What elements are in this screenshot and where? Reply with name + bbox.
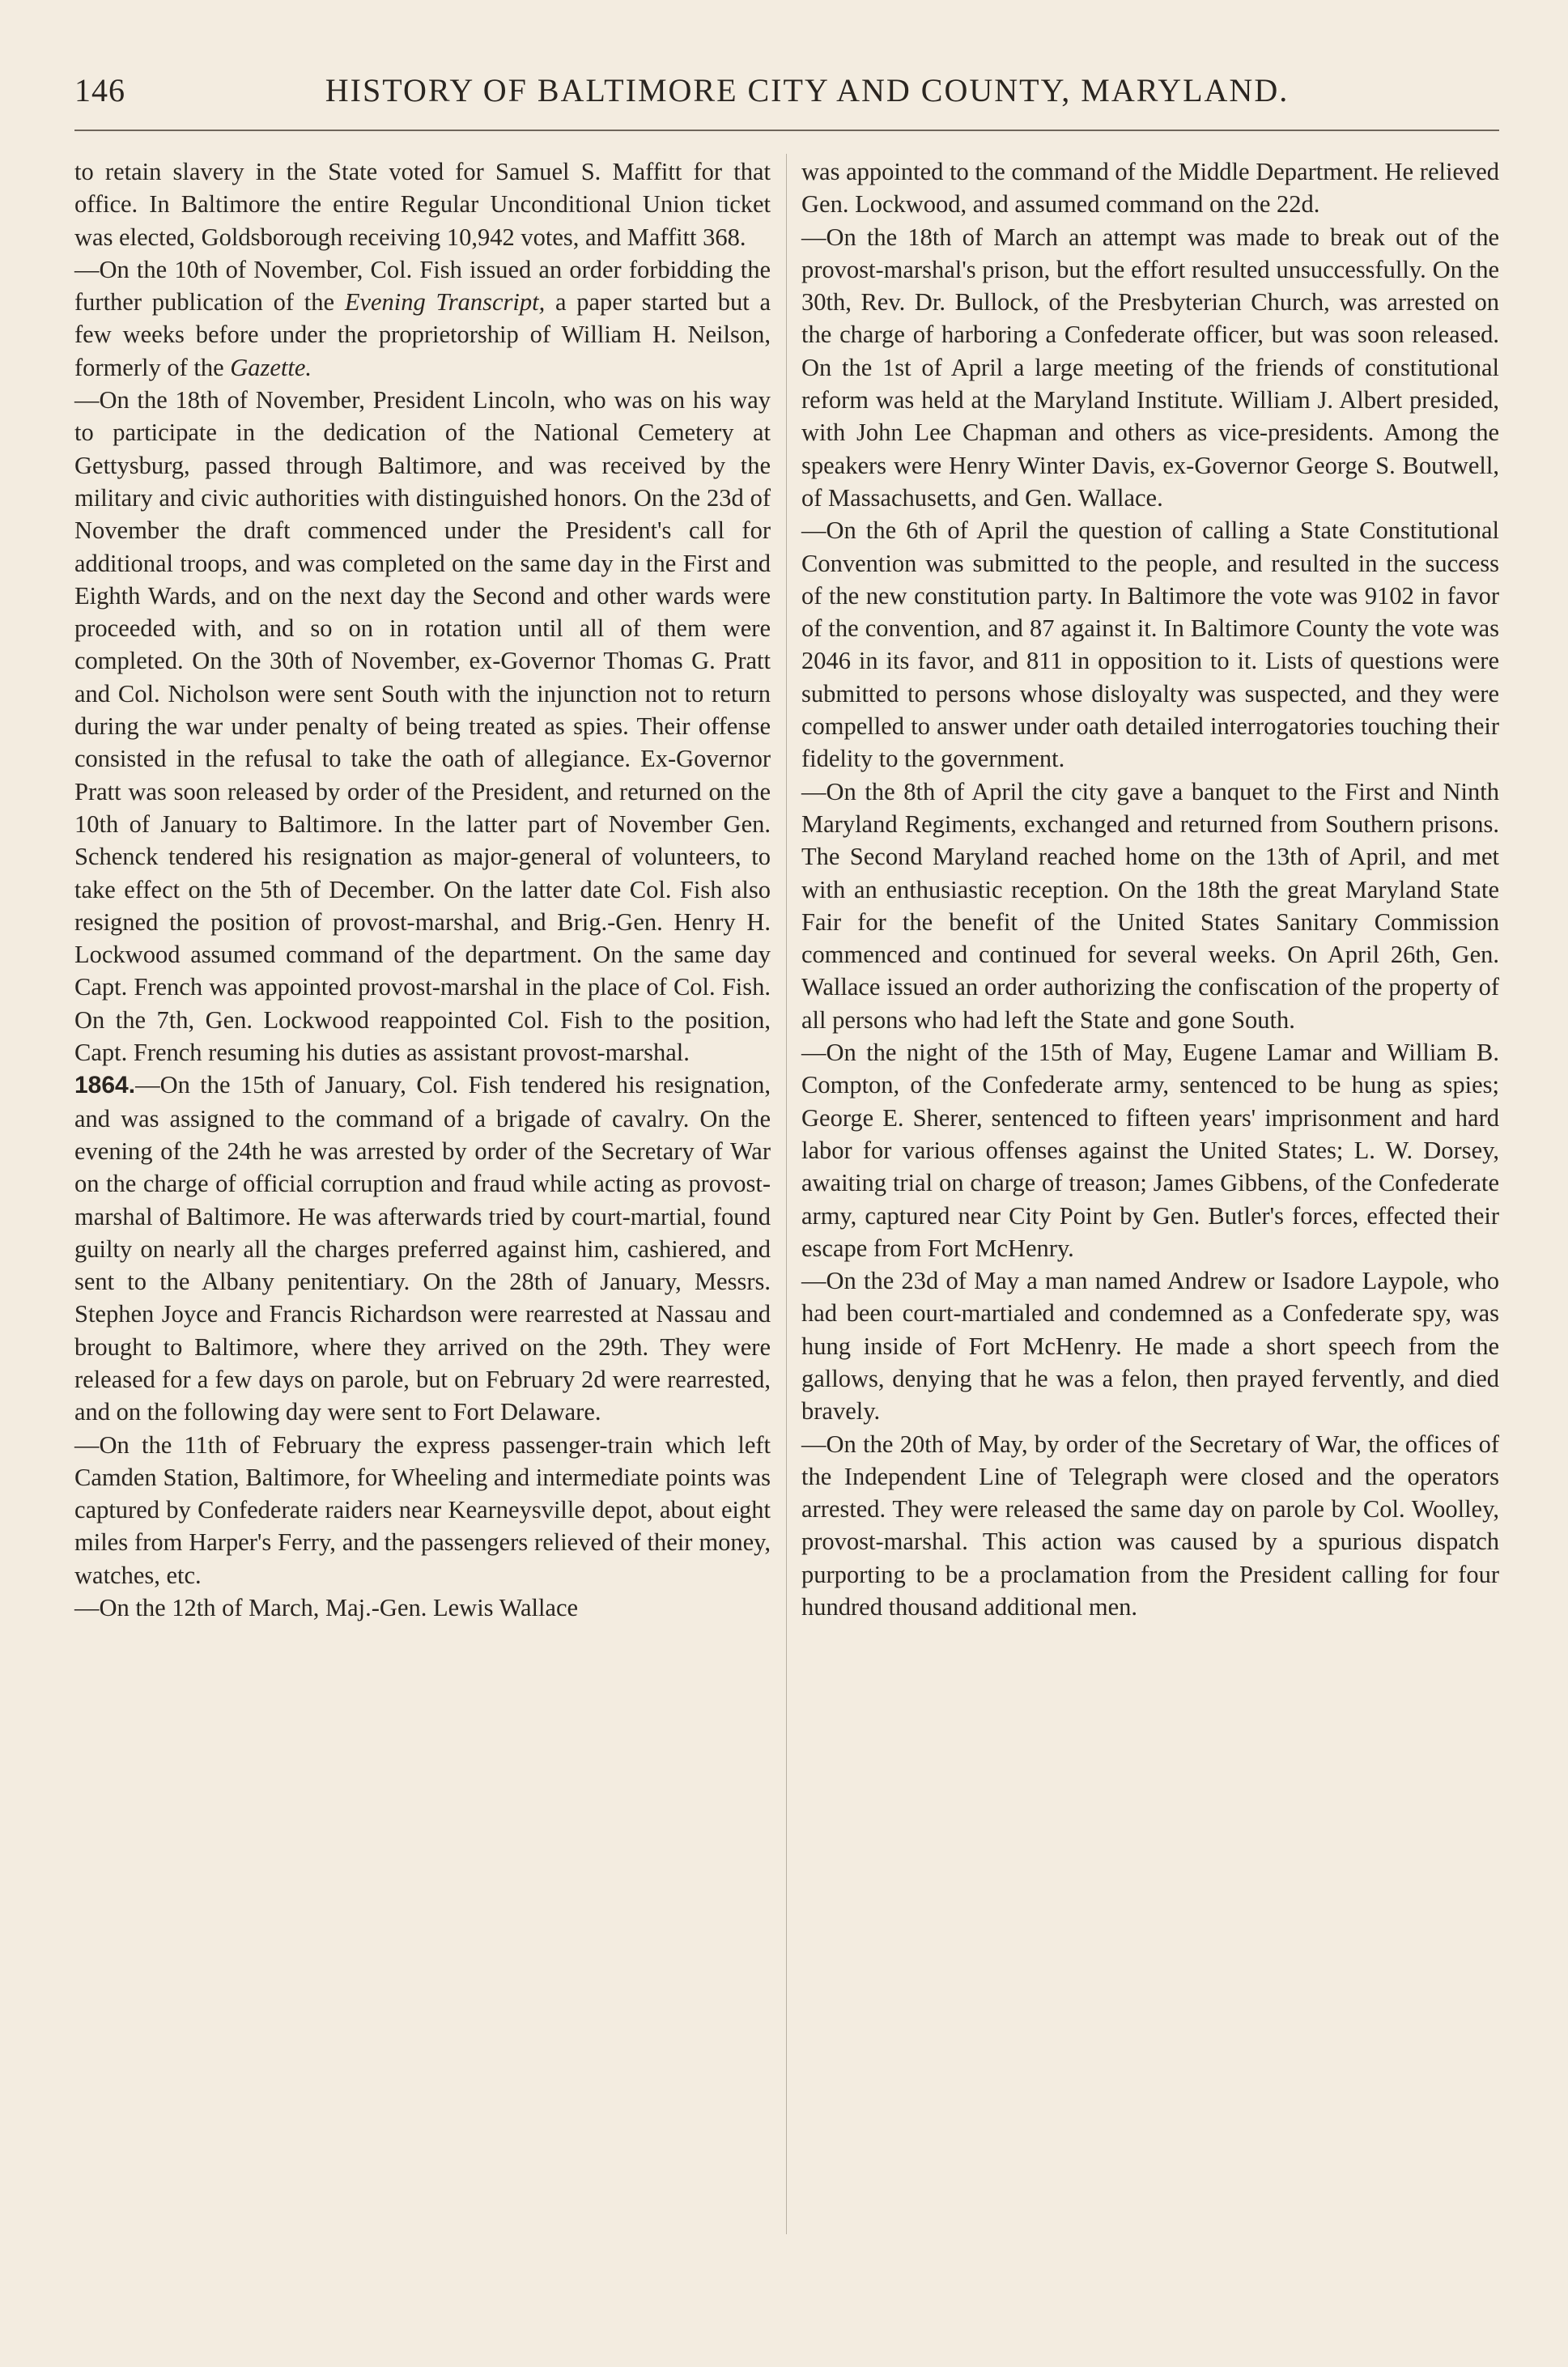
header-rule [74, 130, 1499, 131]
paragraph: was appointed to the command of the Middle Department. He relieved Gen. Lockwood, and assumed command on the 22d. [801, 158, 1499, 219]
column-divider [786, 154, 787, 2234]
paragraph: —On the 10th of November, Col. Fish issued an order forbidding the further publication of the Evening Transcript, a paper started but a few weeks before under the proprietorship of William H. Neilson, formerly of the Gazette. [74, 255, 771, 381]
paragraph: —On the 6th of April the question of calling a State Constitutional Convention was submitted to the people, and resulted in the success of the new constitution party. In Baltimore the vote was 9102 in favor of the convention, and 87 against it. In Baltimore County the vote was 2046 in its favor, and 811 in opposition to it. Lists of questions were submitted to persons whose disloyalty was suspected, and they were compelled to answer under oath detailed interrogatories touching their fidelity to the government. [801, 516, 1499, 773]
paragraph: —On the 8th of April the city gave a banquet to the First and Ninth Maryland Regiments, exchanged and returned from Southern prisons. The Second Maryland reached home on the 13th of April, and met with an enthusiastic reception. On the 18th the great Maryland State Fair for the benefit of the United States Sanitary Commission commenced and continued for several weeks. On April 26th, Gen. Wallace issued an order authorizing the confiscation of the property of all persons who had left the State and gone South. [801, 777, 1499, 1034]
page-header [74, 71, 1499, 109]
paragraph: to retain slavery in the State voted for Samuel S. Maffitt for that office. In Baltimore the entire Regular Unconditional Union ticket was elected, Goldsborough receiving 10,942 votes, and Maffitt 368. [74, 158, 771, 251]
italic-title: Gazette. [230, 353, 312, 381]
paragraph: —On the night of the 15th of May, Eugene Lamar and William B. Compton, of the Confederate army, sentenced to be hung as spies; George E. Sherer, sentenced to fifteen years' imprisonment and hard labor for various offenses against the United States; L. W. Dorsey, awaiting trial on charge of treason; James Gibbens, of the Confederate army, captured near City Point by Gen. Butler's forces, effected their escape from Fort McHenry. [801, 1039, 1499, 1262]
running-head: HISTORY OF BALTIMORE CITY AND COUNTY, MARYLAND. [325, 72, 1290, 108]
right-column [801, 155, 1499, 1623]
year-heading: 1864. [74, 1072, 136, 1099]
page-number: 146 [74, 72, 125, 108]
paragraph: —On the 11th of February the express passenger-train which left Camden Station, Baltimore, for Wheeling and intermediate points was captured by Confederate raiders near Kearneysville depot, about eight miles from Harper's Ferry, and the passengers relieved of their money, watches, etc. [74, 1430, 771, 1589]
italic-title: Evening Transcript, [344, 288, 546, 317]
paragraph: —On the 18th of March an attempt was made to break out of the provost-marshal's prison, but the effort resulted unsuccessfully. On the 30th, Rev. Dr. Bullock, of the Presbyterian Church, was arrested on the charge of harboring a Confederate officer, but was soon released. On the 1st of April a large meeting of the friends of constitutional reform was held at the Maryland Institute. William J. Albert presided, with John Lee Chapman and others as vice-presidents. Among the speakers were Henry Winter Davis, ex-Governor George S. Boutwell, of Massachusetts, and Gen. Wallace. [801, 223, 1499, 512]
paragraph: —On the 18th of November, President Lincoln, who was on his way to participate in the dedication of the National Cemetery at Gettysburg, passed through Baltimore, and was received by the military and civic authorities with distinguished honors. On the 23d of November the draft commenced under the President's call for additional troops, and was completed on the same day in the First and Eighth Wards, and on the next day the Second and other wards were proceeded with, and so on in rotation until all of them were completed. On the 30th of November, ex-Governor Thomas G. Pratt and Col. Nicholson were sent South with the injunction not to return during the war under penalty of being treated as spies. Their offense consisted in the refusal to take the oath of allegiance. Ex-Governor Pratt was soon released by order of the President, and returned on the 10th of January to Baltimore. In the latter part of November Gen. Schenck tendered his resignation as major-general of volunteers, to take effect on the 5th of December. On the latter date Col. Fish also resigned the position of provost-marshal, and Brig.-Gen. Henry H. Lockwood assumed command of the department. On the same day Capt. French was appointed provost-marshal in the place of Col. Fish. On the 7th, Gen. Lockwood reappointed Col. Fish to the position, Capt. French resuming his duties as assistant provost-marshal. [74, 386, 771, 1067]
left-column [74, 155, 771, 1624]
paragraph: —On the 23d of May a man named Andrew or Isadore Laypole, who had been court-martialed and condemned as a Confederate spy, was hung inside of Fort McHenry. He made a short speech from the gallows, denying that he was a felon, then prayed fervently, and died bravely. [801, 1267, 1499, 1426]
paragraph: —On the 12th of March, Maj.-Gen. Lewis Wallace [74, 1594, 579, 1622]
paragraph: —On the 20th of May, by order of the Secretary of War, the offices of the Independent Line of Telegraph were closed and the operators arrested. They were released the same day on parole by Col. Woolley, provost-marshal. This action was caused by a spurious dispatch purporting to be a proclamation from the President calling for four hundred thousand additional men. [801, 1430, 1499, 1621]
paragraph: 1864.—On the 15th of January, Col. Fish tendered his resignation, and was assigned to the command of a brigade of cavalry. On the evening of the 24th he was arrested by order of the Secretary of War on the charge of official corruption and fraud while acting as provost-marshal of Baltimore. He was afterwards tried by court-martial, found guilty on nearly all the charges preferred against him, cashiered, and sent to the Albany penitentiary. On the 28th of January, Messrs. Stephen Joyce and Francis Richardson were rearrested at Nassau and brought to Baltimore, where they arrived on the 29th. They were released for a few days on parole, but on February 2d were rearrested, and on the following day were sent to Fort Delaware. [74, 1071, 771, 1426]
